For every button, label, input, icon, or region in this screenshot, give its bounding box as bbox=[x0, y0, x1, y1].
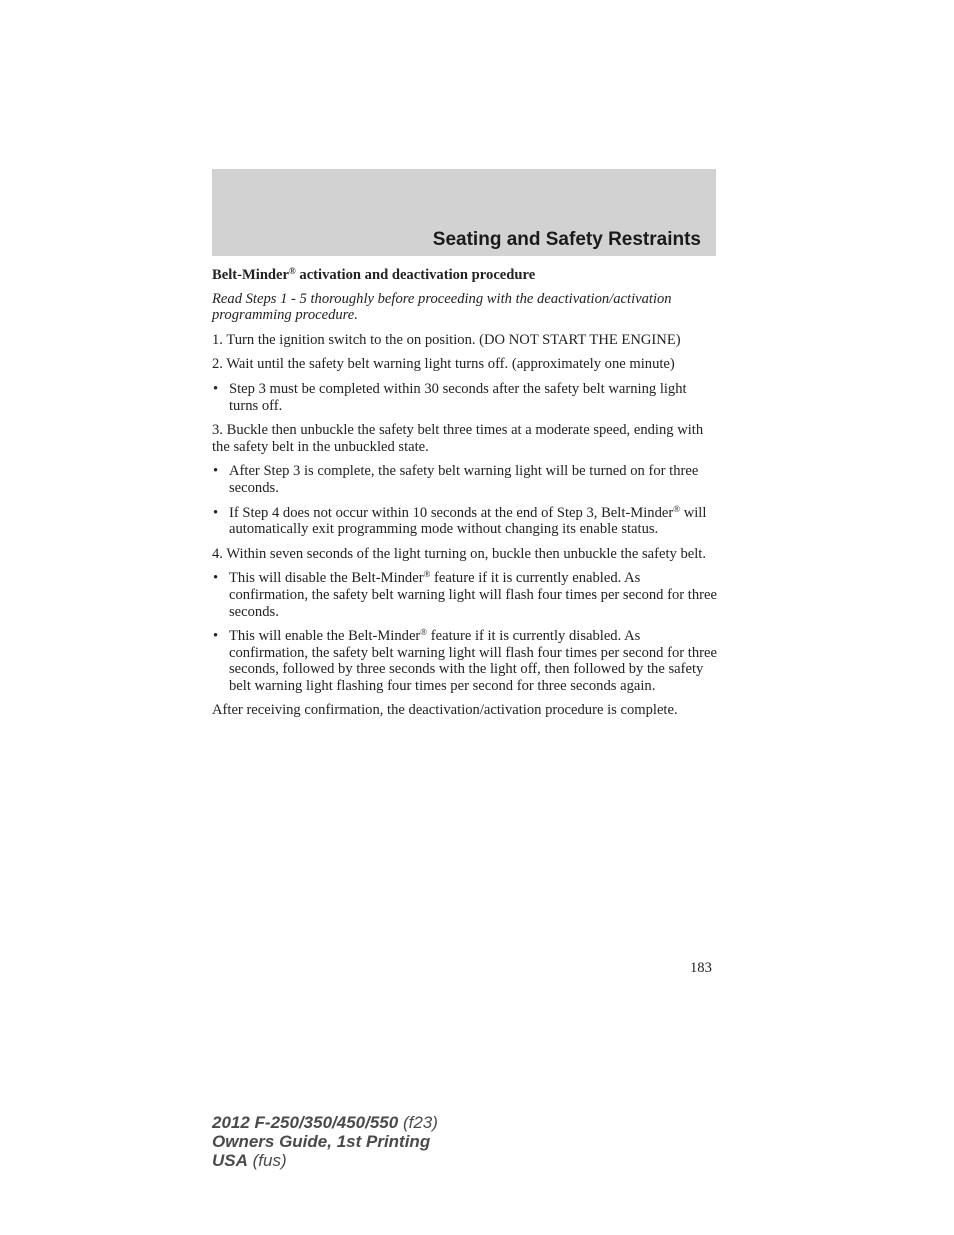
footer-guide: Owners Guide, 1st Printing bbox=[212, 1132, 431, 1151]
bullet-text: After Step 3 is complete, the safety belt warning light will be turned on for three seconds. bbox=[229, 463, 699, 496]
intro-paragraph: Read Steps 1 - 5 thoroughly before proceeding with the deactivation/activation programming procedure. bbox=[212, 290, 672, 324]
bullet-text-1: This will enable the Belt-Minder bbox=[229, 628, 421, 645]
bullet-text-1: If Step 4 does not occur within 10 seconds at the end of Step 3, Belt-Minder bbox=[229, 504, 674, 521]
bullet-text: Step 3 must be completed within 30 seconds after the safety belt warning light turns off. bbox=[229, 380, 687, 414]
bullet-item bbox=[212, 505, 718, 538]
bullet-text-2: will automatically exit programming mode without changing its enable status. bbox=[229, 504, 707, 538]
procedure-heading bbox=[212, 267, 718, 284]
registered-mark: ® bbox=[420, 627, 428, 638]
bullet-item bbox=[212, 570, 718, 620]
step-3: 3. Buckle then unbuckle the safety belt three times at a moderate speed, ending with the safety belt in the unbuckled state. bbox=[212, 422, 704, 455]
step-4: 4. Within seven seconds of the light turning on, buckle then unbuckle the safety belt. bbox=[212, 545, 707, 562]
footer-market: USA bbox=[212, 1151, 248, 1170]
footer bbox=[212, 1113, 438, 1170]
footer-line-2 bbox=[212, 1132, 438, 1151]
closing-paragraph: After receiving confirmation, the deactivation/activation procedure is complete. bbox=[212, 702, 678, 719]
bullet-item bbox=[212, 463, 718, 496]
bullet-icon: • bbox=[213, 504, 219, 521]
registered-mark: ® bbox=[673, 503, 681, 514]
heading-text-1: Belt-Minder bbox=[212, 267, 290, 283]
footer-market-code: (fus) bbox=[247, 1151, 287, 1170]
bullet-item bbox=[212, 381, 718, 414]
registered-mark: ® bbox=[423, 569, 431, 580]
heading-text-2: activation and deactivation procedure bbox=[295, 267, 536, 283]
footer-model-code: (f23) bbox=[398, 1113, 438, 1132]
step-2: 2. Wait until the safety belt warning light turns off. (approximately one minute) bbox=[212, 356, 675, 373]
bullet-item bbox=[212, 628, 718, 694]
footer-model: 2012 F-250/350/450/550 bbox=[212, 1113, 399, 1132]
page-number: 183 bbox=[690, 960, 712, 976]
bullet-icon: • bbox=[213, 380, 219, 397]
bullet-text-1: This will disable the Belt-Minder bbox=[229, 570, 424, 587]
bullet-icon: • bbox=[213, 463, 219, 480]
section-title: Seating and Safety Restraints bbox=[432, 229, 701, 250]
registered-mark: ® bbox=[289, 266, 296, 276]
bullet-text-2: feature if it is currently disabled. As confirmation, the safety belt warning light will flash four times per second for three seconds, followed by three seconds with the light off, then followed by the safety belt warning light flashing four times per second for three seconds again. bbox=[229, 628, 717, 694]
step-1: 1. Turn the ignition switch to the on position. (DO NOT START THE ENGINE) bbox=[212, 331, 681, 348]
footer-line-3 bbox=[212, 1151, 438, 1170]
section-header-band bbox=[212, 169, 716, 256]
bullet-icon: • bbox=[213, 570, 219, 587]
page-content bbox=[212, 267, 718, 727]
bullet-text-2: feature if it is currently enabled. As confirmation, the safety belt warning light will flash four times per second for three seconds. bbox=[229, 570, 717, 620]
footer-line-1 bbox=[212, 1113, 438, 1132]
bullet-icon: • bbox=[213, 628, 219, 645]
